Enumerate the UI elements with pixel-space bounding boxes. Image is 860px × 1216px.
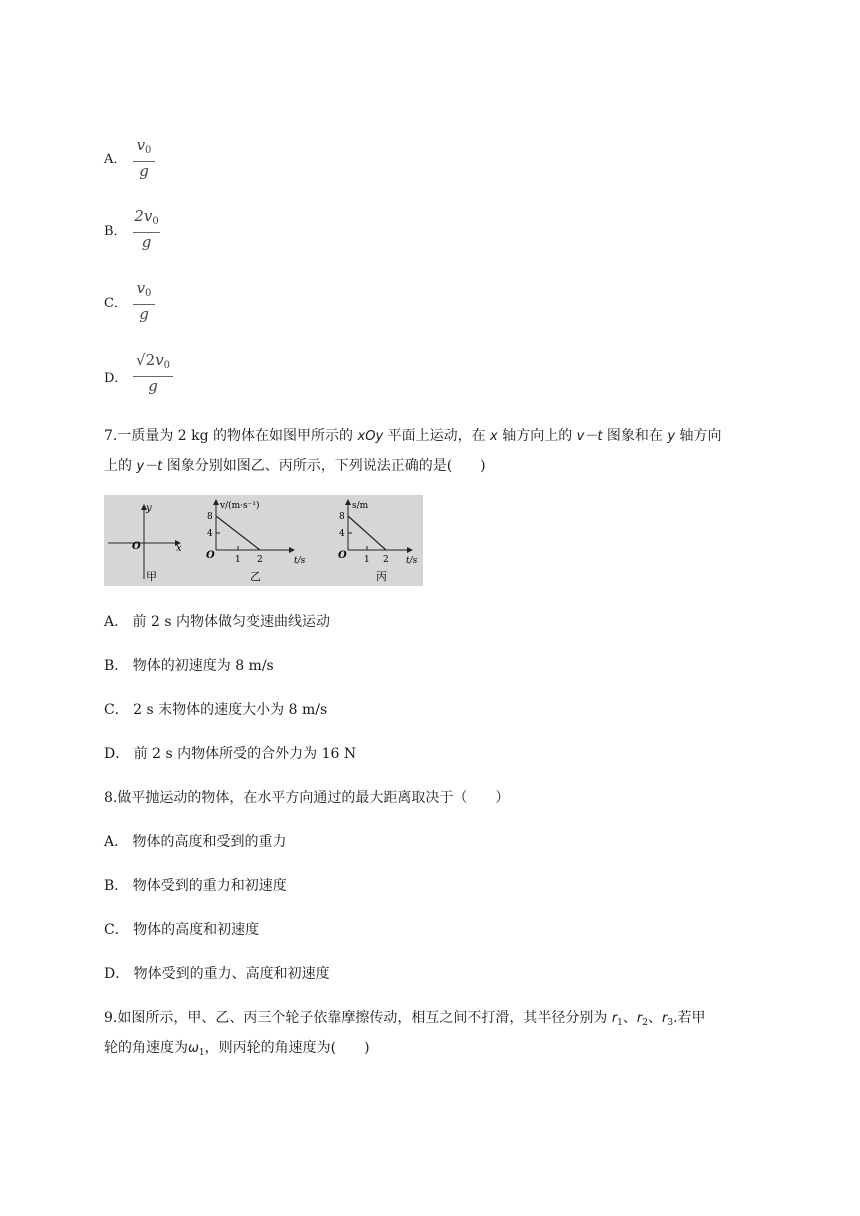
variable: ω (188, 1041, 199, 1056)
text: 9.如图所示，甲、乙、丙三个轮子依靠摩擦传动，相互之间不打滑，其半径分别为 (104, 1010, 612, 1026)
variable: y－t (136, 459, 163, 474)
subscript: 1 (617, 1018, 623, 1028)
graph-bing (338, 500, 418, 583)
text: 7.一质量为 2 kg 的物体在如图甲所示的 (104, 428, 358, 444)
variable: xOy (357, 429, 384, 444)
x-axis-label: x (176, 543, 182, 554)
variable: r (636, 1011, 643, 1026)
numerator: v (155, 351, 164, 369)
option-label: A． (104, 152, 127, 167)
q7-stem-line2 (104, 455, 486, 475)
numerator-prefix: 2 (134, 207, 144, 225)
subscript: 0 (145, 288, 152, 299)
q7-figure-graphs (104, 495, 423, 586)
x-tick-label: 2 (383, 555, 389, 565)
q8-option-b: B． 物体受到的重力和初速度 (104, 878, 287, 894)
caption: 甲 (146, 570, 157, 583)
text: 图象和在 (602, 428, 668, 444)
text: 、 (622, 1010, 637, 1026)
y-axis-label: y (146, 503, 152, 514)
q9-stem-line2 (104, 1037, 370, 1058)
denominator: g (148, 377, 158, 395)
y-tick-label: 8 (207, 512, 213, 522)
q7-figure (104, 495, 423, 586)
fraction (133, 351, 173, 395)
q8-option-a: A． 物体的高度和受到的重力 (104, 834, 287, 850)
text: 轮的角速度为 (104, 1040, 188, 1056)
q7-option-a: A． 前 2 s 内物体做匀变速曲线运动 (104, 614, 331, 630)
q8-option-d: D． 物体受到的重力、高度和初速度 (104, 966, 330, 982)
x-axis-label: t/s (406, 556, 418, 566)
subscript: 1 (198, 1048, 205, 1058)
q8-stem: 8.做平抛运动的物体，在水平方向通过的最大距离取决于（ ） (104, 790, 510, 806)
option-label: C． (104, 296, 127, 311)
origin-label: O (132, 541, 141, 552)
caption: 丙 (376, 570, 387, 583)
text: 轴方向 (675, 428, 722, 444)
y-tick-label: 4 (207, 529, 213, 539)
option-label: B． (104, 224, 127, 239)
q7-option-d: D． 前 2 s 内物体所受的合外力为 16 N (104, 746, 357, 762)
s-t-line (348, 516, 386, 550)
denominator: g (141, 233, 152, 251)
y-tick-label: 8 (339, 512, 345, 522)
text: .若甲 (673, 1010, 706, 1026)
q7-stem-line1 (104, 425, 722, 445)
q7-option-c: C． 2 s 末物体的速度大小为 8 m/s (104, 702, 328, 718)
numerator: v (136, 279, 146, 297)
caption: 乙 (250, 570, 261, 583)
fraction (133, 279, 155, 323)
x-tick-label: 1 (364, 555, 370, 565)
subscript: 0 (145, 145, 152, 156)
q9-stem-line1 (104, 1007, 706, 1028)
y-tick-label: 4 (339, 529, 345, 539)
q8-option-c: C． 物体的高度和初速度 (104, 922, 260, 938)
text: 上的 (104, 458, 137, 474)
variable: y (667, 429, 676, 444)
sqrt-two: √2 (136, 351, 156, 369)
y-axis-label: s/m (352, 501, 369, 511)
x-tick-label: 2 (257, 555, 263, 565)
subscript: 2 (642, 1018, 648, 1028)
variable: x (490, 429, 498, 444)
v-t-line (216, 516, 260, 550)
origin-label: O (338, 550, 347, 561)
denominator: g (139, 305, 149, 323)
text: 、 (648, 1010, 662, 1026)
denominator: g (139, 162, 149, 180)
origin-label: O (206, 550, 215, 561)
numerator: v (136, 136, 146, 154)
subscript: 3 (667, 1018, 674, 1028)
numerator: v (143, 207, 153, 225)
x-axis-label: t/s (294, 556, 306, 566)
q7-option-b: B． 物体的初速度为 8 m/s (104, 658, 274, 674)
graph-jia (108, 503, 182, 583)
variable: r (662, 1011, 668, 1026)
text: 平面上运动，在 (383, 428, 491, 444)
fraction (133, 207, 160, 251)
subscript: 0 (163, 360, 170, 371)
text: 轴方向上的 (497, 428, 577, 444)
variable: v－t (576, 429, 603, 444)
option-label: D． (104, 371, 128, 386)
fraction (133, 136, 155, 180)
text: 图象分别如图乙、丙所示，下列说法正确的是( ) (162, 458, 486, 474)
variable: r (611, 1011, 618, 1026)
text: ，则丙轮的角速度为( ) (204, 1040, 370, 1056)
x-tick-label: 1 (235, 555, 241, 565)
subscript: 0 (152, 216, 159, 227)
graph-yi (206, 500, 306, 583)
y-axis-label: v/(m·s⁻¹) (220, 501, 260, 511)
